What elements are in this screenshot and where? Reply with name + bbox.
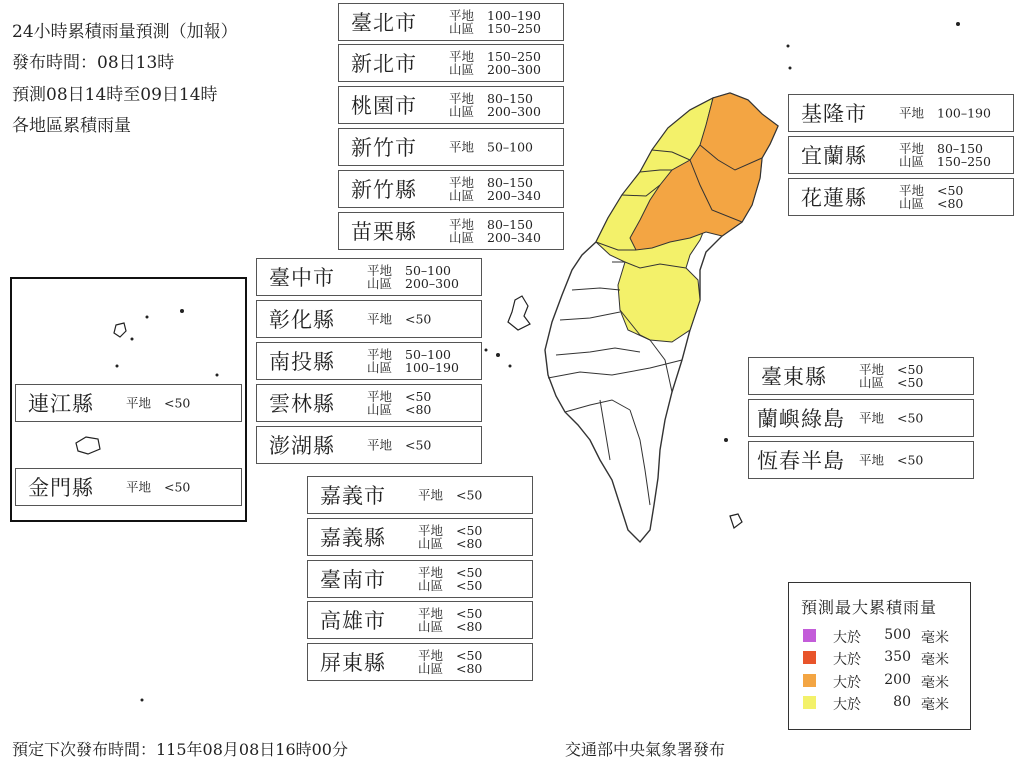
region-name: 新竹縣 (351, 178, 417, 202)
region-name: 澎湖縣 (269, 434, 335, 458)
issuer: 交通部中央氣象署發布 (565, 740, 726, 759)
region-values: 平地 <50 山區 <80 (367, 389, 432, 417)
header-forecast-period: 預測08日14時至09日14時 (12, 85, 218, 105)
region-box-yilan (788, 136, 1014, 174)
header-subtitle: 各地區累積雨量 (12, 116, 131, 136)
region-box-chiayicounty (307, 518, 533, 556)
legend-title: 預測最大累積雨量 (801, 598, 938, 617)
region-box-hengchun (748, 441, 974, 479)
lanyu-island (730, 514, 742, 528)
region-box-yunlin (256, 384, 482, 422)
region-values: 平地 50–100 山區 200–300 (367, 263, 459, 291)
legend-swatch (803, 629, 816, 642)
region-box-newtaipei (338, 44, 564, 82)
region-values: 平地 <50 (418, 487, 483, 503)
region-name: 蘭嶼綠島 (757, 407, 845, 431)
region-values: 平地 <50 山區 <80 (418, 606, 483, 634)
region-box-chiayicity (307, 476, 533, 514)
region-name: 屏東縣 (320, 651, 386, 675)
region-values: 平地 50–100 山區 100–190 (367, 347, 459, 375)
region-name: 嘉義縣 (320, 526, 386, 550)
region-name: 嘉義市 (320, 484, 386, 508)
region-name: 新北市 (351, 52, 417, 76)
region-name: 彰化縣 (269, 308, 335, 332)
rainfall-legend: 預測最大累積雨量 大於 500 毫米 大於 350 毫米 大於 200 毫米 大於 80 毫米 (788, 582, 971, 730)
region-box-kaohsiung (307, 601, 533, 639)
region-name: 連江縣 (28, 392, 94, 416)
region-box-hsinchucity (338, 128, 564, 166)
region-values: 平地 <50 (859, 410, 924, 426)
header-issue-time: 發布時間：08日13時 (12, 53, 175, 73)
region-values: 平地 80–150 山區 200–340 (449, 175, 541, 203)
region-box-miaoli (338, 212, 564, 250)
region-values: 平地 80–150 山區 200–300 (449, 91, 541, 119)
region-name: 雲林縣 (269, 392, 335, 416)
region-values: 平地 <50 山區 <50 (418, 565, 483, 593)
region-box-taichung (256, 258, 482, 296)
region-name: 高雄市 (320, 609, 386, 633)
region-values: 平地 80–150 山區 200–340 (449, 217, 541, 245)
region-name: 新竹市 (351, 136, 417, 160)
region-values: 平地 <50 (859, 452, 924, 468)
next-issue-time: 預定下次發布時間：115年08月08日16時00分 (12, 740, 348, 759)
region-box-hsinchucounty (338, 170, 564, 208)
legend-swatch (803, 651, 816, 664)
region-values: 平地 100–190 山區 150–250 (449, 8, 541, 36)
region-values: 平地 <50 (367, 311, 432, 327)
region-name: 苗栗縣 (351, 220, 417, 244)
region-values: 平地 150–250 山區 200–300 (449, 49, 541, 77)
region-box-taoyuan (338, 86, 564, 124)
region-values: 平地 <50 山區 <80 (418, 648, 483, 676)
region-name: 桃園市 (351, 94, 417, 118)
region-box-penghu (256, 426, 482, 464)
region-name: 宜蘭縣 (801, 144, 867, 168)
region-name: 臺北市 (351, 11, 417, 35)
region-box-tainan (307, 560, 533, 598)
region-box-pingtung (307, 643, 533, 681)
region-box-nantou (256, 342, 482, 380)
region-box-taipei (338, 3, 564, 41)
header-title: 24小時累積雨量預測（加報） (12, 22, 238, 42)
region-box-kinmen (15, 468, 242, 506)
region-values: 平地 50–100 (449, 139, 534, 155)
penghu-islands (508, 296, 530, 330)
region-values: 平地 <50 (367, 437, 432, 453)
region-name: 臺南市 (320, 568, 386, 592)
region-name: 花蓮縣 (801, 186, 867, 210)
region-name: 金門縣 (28, 476, 94, 500)
region-box-lanyu (748, 399, 974, 437)
region-values: 平地 100–190 (899, 105, 991, 121)
legend-swatch (803, 674, 816, 687)
region-values: 平地 <50 (126, 479, 191, 495)
region-name: 恆春半島 (757, 449, 845, 473)
region-box-taitung (748, 357, 974, 395)
legend-swatch (803, 696, 816, 709)
region-box-lienchiang (15, 384, 242, 422)
region-box-hualien (788, 178, 1014, 216)
region-name: 基隆市 (801, 102, 867, 126)
region-name: 臺中市 (269, 266, 335, 290)
region-values: 平地 <50 山區 <80 (418, 523, 483, 551)
region-values: 平地 <50 (126, 395, 191, 411)
region-box-changhua (256, 300, 482, 338)
region-values: 平地 <50 山區 <50 (859, 362, 924, 390)
region-name: 臺東縣 (761, 365, 827, 389)
region-values: 平地 <50 山區 <80 (899, 183, 964, 211)
region-box-keelung (788, 94, 1014, 132)
region-values: 平地 80–150 山區 150–250 (899, 141, 991, 169)
region-name: 南投縣 (269, 350, 335, 374)
